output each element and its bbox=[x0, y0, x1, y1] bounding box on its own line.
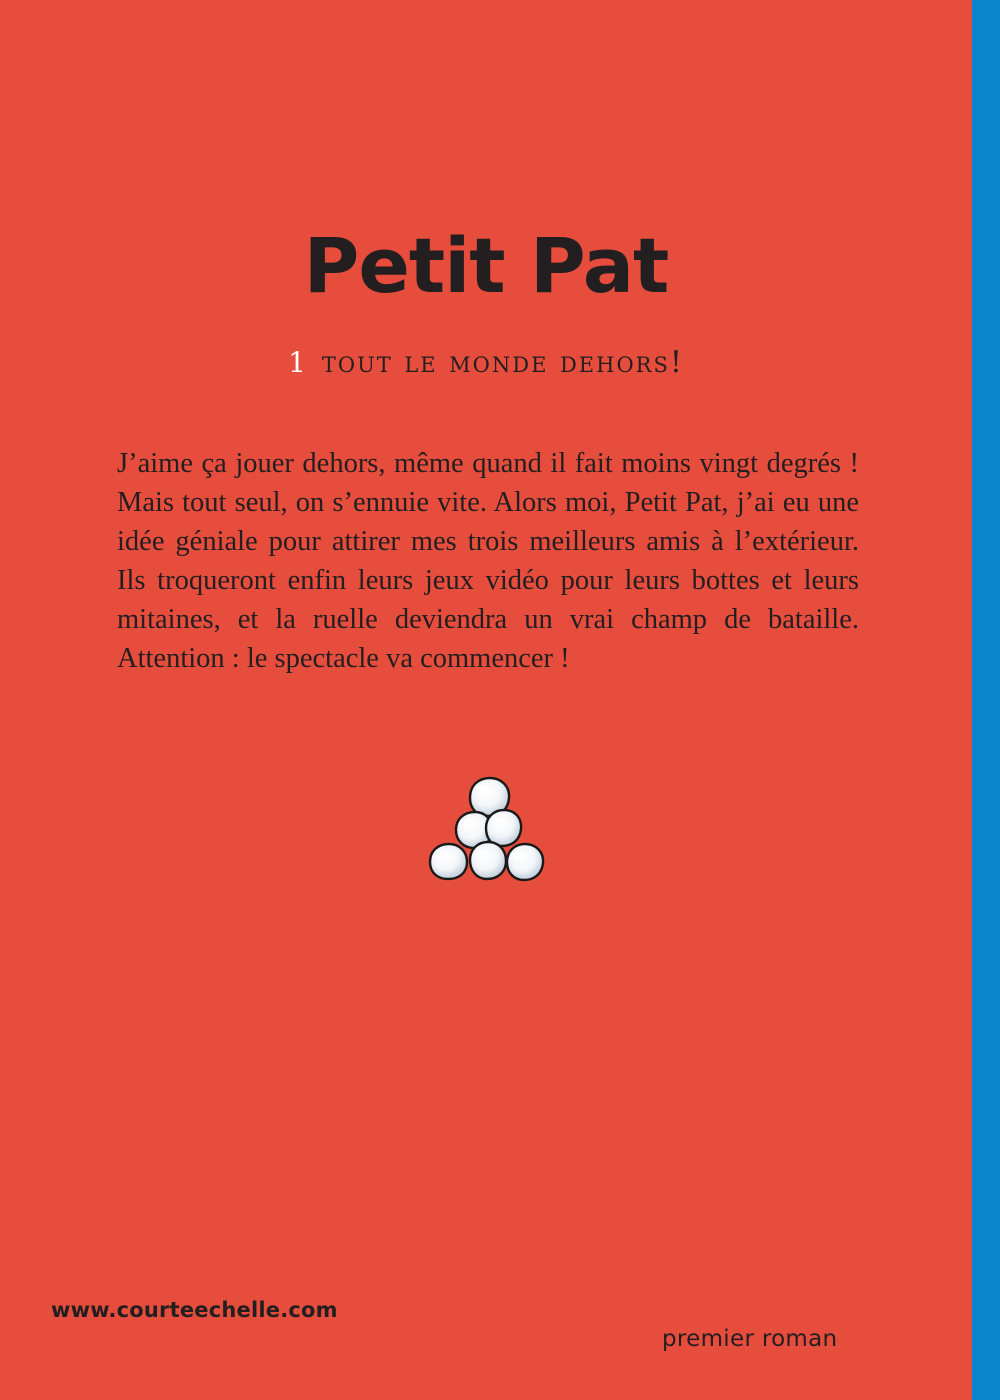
volume-number: 1 bbox=[288, 346, 308, 379]
spine-stripe bbox=[972, 0, 1000, 1400]
publisher-website[interactable]: www.courteechelle.com bbox=[51, 1298, 338, 1322]
snowball bbox=[507, 844, 543, 880]
book-subtitle bbox=[0, 345, 972, 380]
snowball bbox=[430, 844, 467, 879]
back-cover-blurb: J’aime ça jouer dehors, même quand il fait moins vingt degrés ! Mais tout seul, on s’ennuie vite. Alors moi, Petit Pat, j’ai eu une idée géniale pour attirer mes trois meilleurs amis à l’extérieur. Ils troqueront enfin leurs jeux vidéo pour leurs bottes et leurs mitaines, et la ruelle deviendra un vrai champ de bataille. Attention : le spectacle va commencer ! bbox=[117, 448, 859, 674]
book-title: Petit Pat bbox=[303, 221, 669, 310]
snowball bbox=[486, 810, 521, 846]
snowball bbox=[470, 842, 506, 879]
snowball-pyramid-icon bbox=[426, 772, 548, 888]
subtitle-text: tout le monde dehors bbox=[321, 345, 670, 380]
subtitle-punctuation: ! bbox=[669, 345, 684, 380]
collection-name: premier roman bbox=[662, 1326, 838, 1352]
